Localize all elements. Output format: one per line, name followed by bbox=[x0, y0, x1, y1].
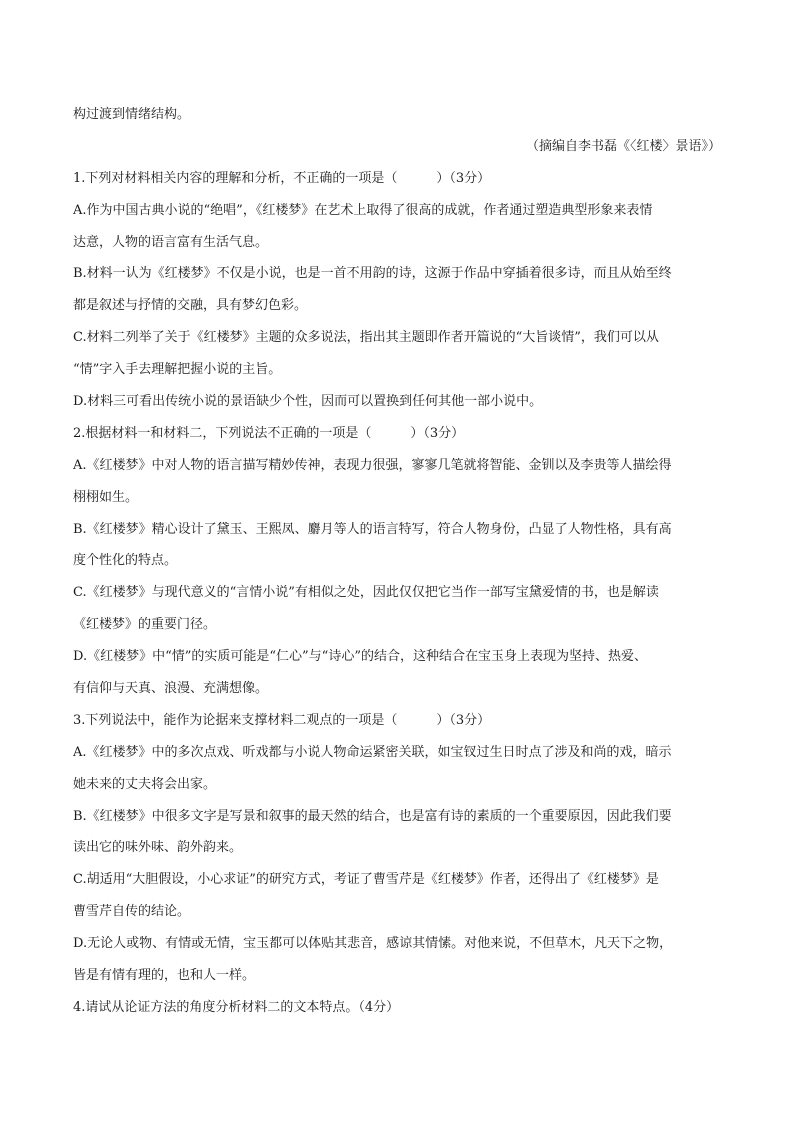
question-1-option-c-cont: “情”字入手去理解把握小说的主旨。 bbox=[73, 362, 282, 378]
question-2-option-c: C.《红楼梦》与现代意义的“言情小说”有相似之处，因此仅仅把它当作一部写宝黛爱情的书，也是解读 bbox=[73, 585, 659, 601]
question-2-option-a-cont: 栩栩如生。 bbox=[73, 489, 139, 505]
question-3-option-a: A.《红楼梦》中的多次点戏、听戏都与小说人物命运紧密关联，如宝钗过生日时点了涉及和尚的戏，暗示 bbox=[73, 744, 672, 760]
question-3-option-a-cont: 她未来的丈夫将会出家。 bbox=[73, 776, 217, 792]
question-3-option-c-cont: 曹雪芹自传的结论。 bbox=[73, 904, 191, 920]
question-3-option-b: B.《红楼梦》中很多文字是写景和叙事的最天然的结合，也是富有诗的素质的一个重要原因，因此我们要 bbox=[73, 808, 672, 824]
question-1-option-d: D.材料三可看出传统小说的景语缺少个性，因而可以置换到任何其他一部小说中。 bbox=[73, 394, 543, 410]
question-1-option-b-cont: 都是叙述与抒情的交融，具有梦幻色彩。 bbox=[73, 298, 308, 314]
question-1-option-c: C.材料二列举了关于《红楼梦》主题的众多说法，指出其主题即作者开篇说的“大旨谈情”，我们可以从 bbox=[73, 330, 659, 346]
question-1-stem: 1.下列对材料相关内容的理解和分析，不正确的一项是（ ）（3分） bbox=[73, 170, 491, 186]
question-2-option-b-cont: 度个性化的特点。 bbox=[73, 553, 178, 569]
source-citation: （摘编自李书磊《〈红楼〉景语》） bbox=[525, 138, 721, 154]
question-2-option-c-cont: 《红楼梦》的重要门径。 bbox=[73, 617, 217, 633]
document-body bbox=[73, 99, 723, 1024]
question-1-option-b: B.材料一认为《红楼梦》不仅是小说，也是一首不用韵的诗，这源于作品中穿插着很多诗，而且从始至终 bbox=[73, 266, 672, 282]
question-4-stem: 4.请试从论证方法的角度分析材料二的文本特点。（4分） bbox=[73, 999, 400, 1015]
question-3-stem: 3.下列说法中，能作为论据来支撑材料二观点的一项是（ ）（3分） bbox=[73, 712, 491, 728]
question-1-option-a-cont: 达意，人物的语言富有生活气息。 bbox=[73, 234, 269, 250]
question-3-option-d: D.无论人或物、有情或无情，宝玉都可以体贴其悲音，感谅其情愫。对他来说，不但草木，凡天下之物， bbox=[73, 936, 673, 952]
question-2-option-d: D.《红楼梦》中“情”的实质可能是“仁心”与“诗心”的结合，这种结合在宝玉身上表现为坚持、热爱、 bbox=[73, 649, 647, 665]
question-2-stem: 2.根据材料一和材料二，下列说法不正确的一项是（ ）（3分） bbox=[73, 425, 465, 441]
paragraph-line: 构过渡到情绪结构。 bbox=[73, 107, 191, 122]
question-3-option-c: C.胡适用“大胆假设，小心求证”的研究方式，考证了曹雪芹是《红楼梦》作者，还得出了《红楼梦》是 bbox=[73, 872, 659, 888]
question-3-option-d-cont: 皆是有情有理的，也和人一样。 bbox=[73, 968, 256, 984]
question-3-option-b-cont: 读出它的味外味、韵外韵来。 bbox=[73, 840, 243, 856]
question-2-option-d-cont: 有信仰与天真、浪漫、充满想像。 bbox=[73, 681, 269, 697]
question-2-option-a: A.《红楼梦》中对人物的语言描写精妙传神，表现力很强，寥寥几笔就将智能、金钏以及李贵等人描绘得 bbox=[73, 457, 672, 473]
question-2-option-b: B.《红楼梦》精心设计了黛玉、王熙凤、麝月等人的语言特写，符合人物身份，凸显了人物性格，具有高 bbox=[73, 521, 672, 537]
question-1-option-a: A.作为中国古典小说的“绝唱”，《红楼梦》在艺术上取得了很高的成就，作者通过塑造典型形象来表情 bbox=[73, 202, 653, 218]
